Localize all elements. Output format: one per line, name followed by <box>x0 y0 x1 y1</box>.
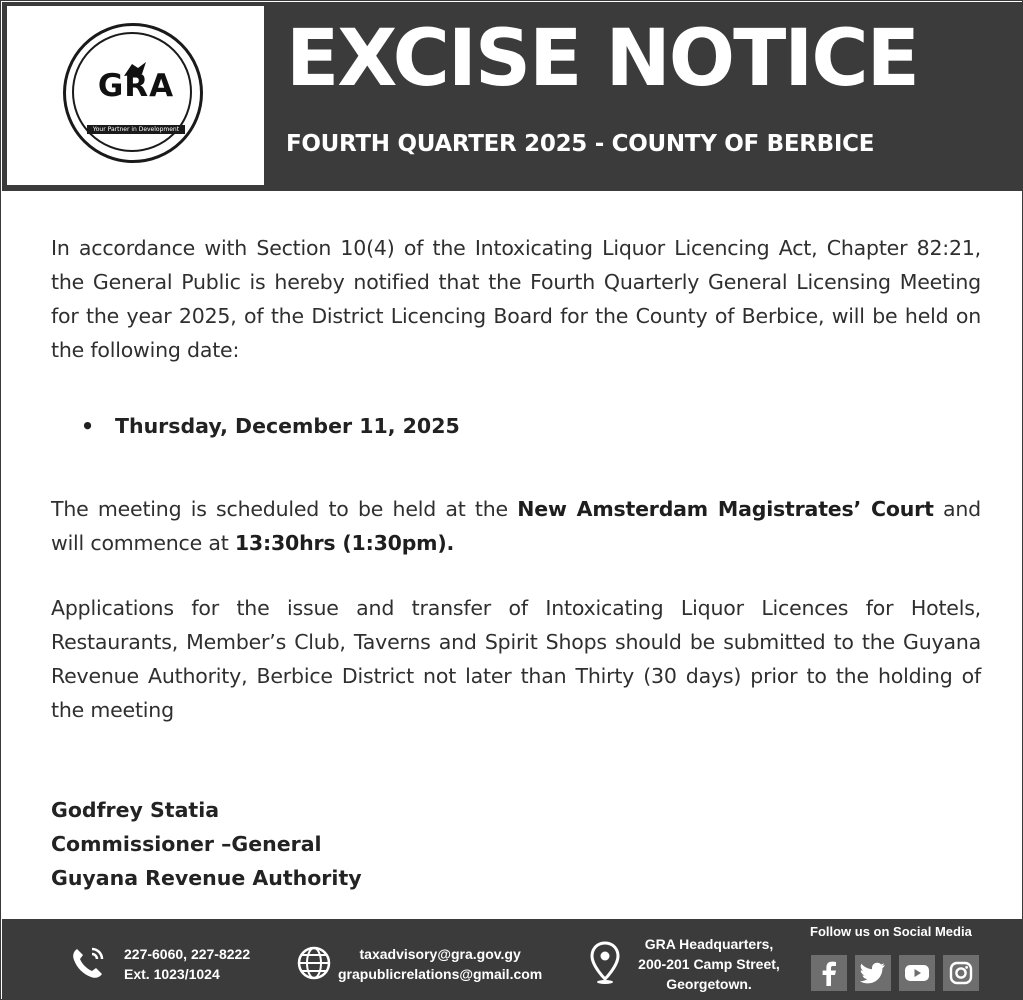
logo-text: GRA <box>97 68 175 104</box>
address-line-3: Georgetown. <box>666 976 752 992</box>
social-title: Follow us on Social Media <box>810 924 972 939</box>
bullet-icon: • <box>81 414 95 438</box>
signatory-org: Guyana Revenue Authority <box>51 866 362 890</box>
gra-logo <box>63 23 203 163</box>
email-public-relations[interactable]: grapublicrelations@gmail.com <box>338 966 543 982</box>
location-pin-icon <box>590 941 620 985</box>
email-tax-advisory[interactable]: taxadvisory@gra.gov.gy <box>359 946 521 962</box>
youtube-button[interactable] <box>899 955 935 991</box>
footer-bar <box>2 919 1022 1000</box>
signatory-name: Godfrey Statia <box>51 798 220 822</box>
address-line-1: GRA Headquarters, <box>644 936 774 952</box>
meeting-time: 13:30hrs (1:30pm). <box>234 531 455 555</box>
intro-paragraph: In accordance with Section 10(4) of the Intoxicating Liquor Licencing Act, Chapter 82:21, the General Public is hereby notified that the Fourth Quarterly General Licensing Meeting for the year 2025, of the District Licencing Board for the County of Berbice, will be held on the following date: <box>51 236 981 362</box>
page-title: EXCISE NOTICE <box>286 14 918 104</box>
applications-paragraph: Applications for the issue and transfer of Intoxicating Liquor Licences for Hotels, Restaurants, Member’s Club, Taverns and Spirit Shops should be submitted to the Guyana Revenue Authority, Berbice District not later than Thirty (30 days) prior to the holding of the meeting <box>51 596 981 722</box>
logo-panel <box>7 6 264 185</box>
phone-icon <box>68 943 108 983</box>
header-banner <box>2 2 1022 191</box>
address-info <box>628 934 790 994</box>
twitter-icon <box>860 962 886 984</box>
meeting-venue: New Amsterdam Magistrates’ Court <box>517 497 934 521</box>
facebook-button[interactable] <box>811 955 847 991</box>
meeting-mid-text: and will commence at <box>51 497 981 555</box>
phone-numbers: 227-6060, 227-8222 <box>124 946 251 962</box>
instagram-icon <box>949 961 973 985</box>
page-subtitle: FOURTH QUARTER 2025 - COUNTY OF BERBICE <box>286 131 875 157</box>
instagram-button[interactable] <box>943 955 979 991</box>
twitter-button[interactable] <box>855 955 891 991</box>
youtube-icon <box>904 963 930 983</box>
facebook-icon <box>818 960 840 986</box>
globe-icon <box>296 945 332 981</box>
phone-extension: Ext. 1023/1024 <box>124 966 220 982</box>
meeting-paragraph <box>51 492 981 560</box>
meeting-date: Thursday, December 11, 2025 <box>115 414 460 438</box>
signatory-role: Commissioner –General <box>51 832 322 856</box>
meeting-date-item <box>81 414 460 438</box>
phone-info <box>124 944 250 984</box>
email-info <box>338 944 542 984</box>
signature-block <box>51 793 362 895</box>
logo-tagline: Your Partner in Development <box>87 125 185 134</box>
address-line-2: 200-201 Camp Street, <box>638 956 780 972</box>
meeting-pre-text: The meeting is scheduled to be held at the <box>51 497 518 521</box>
